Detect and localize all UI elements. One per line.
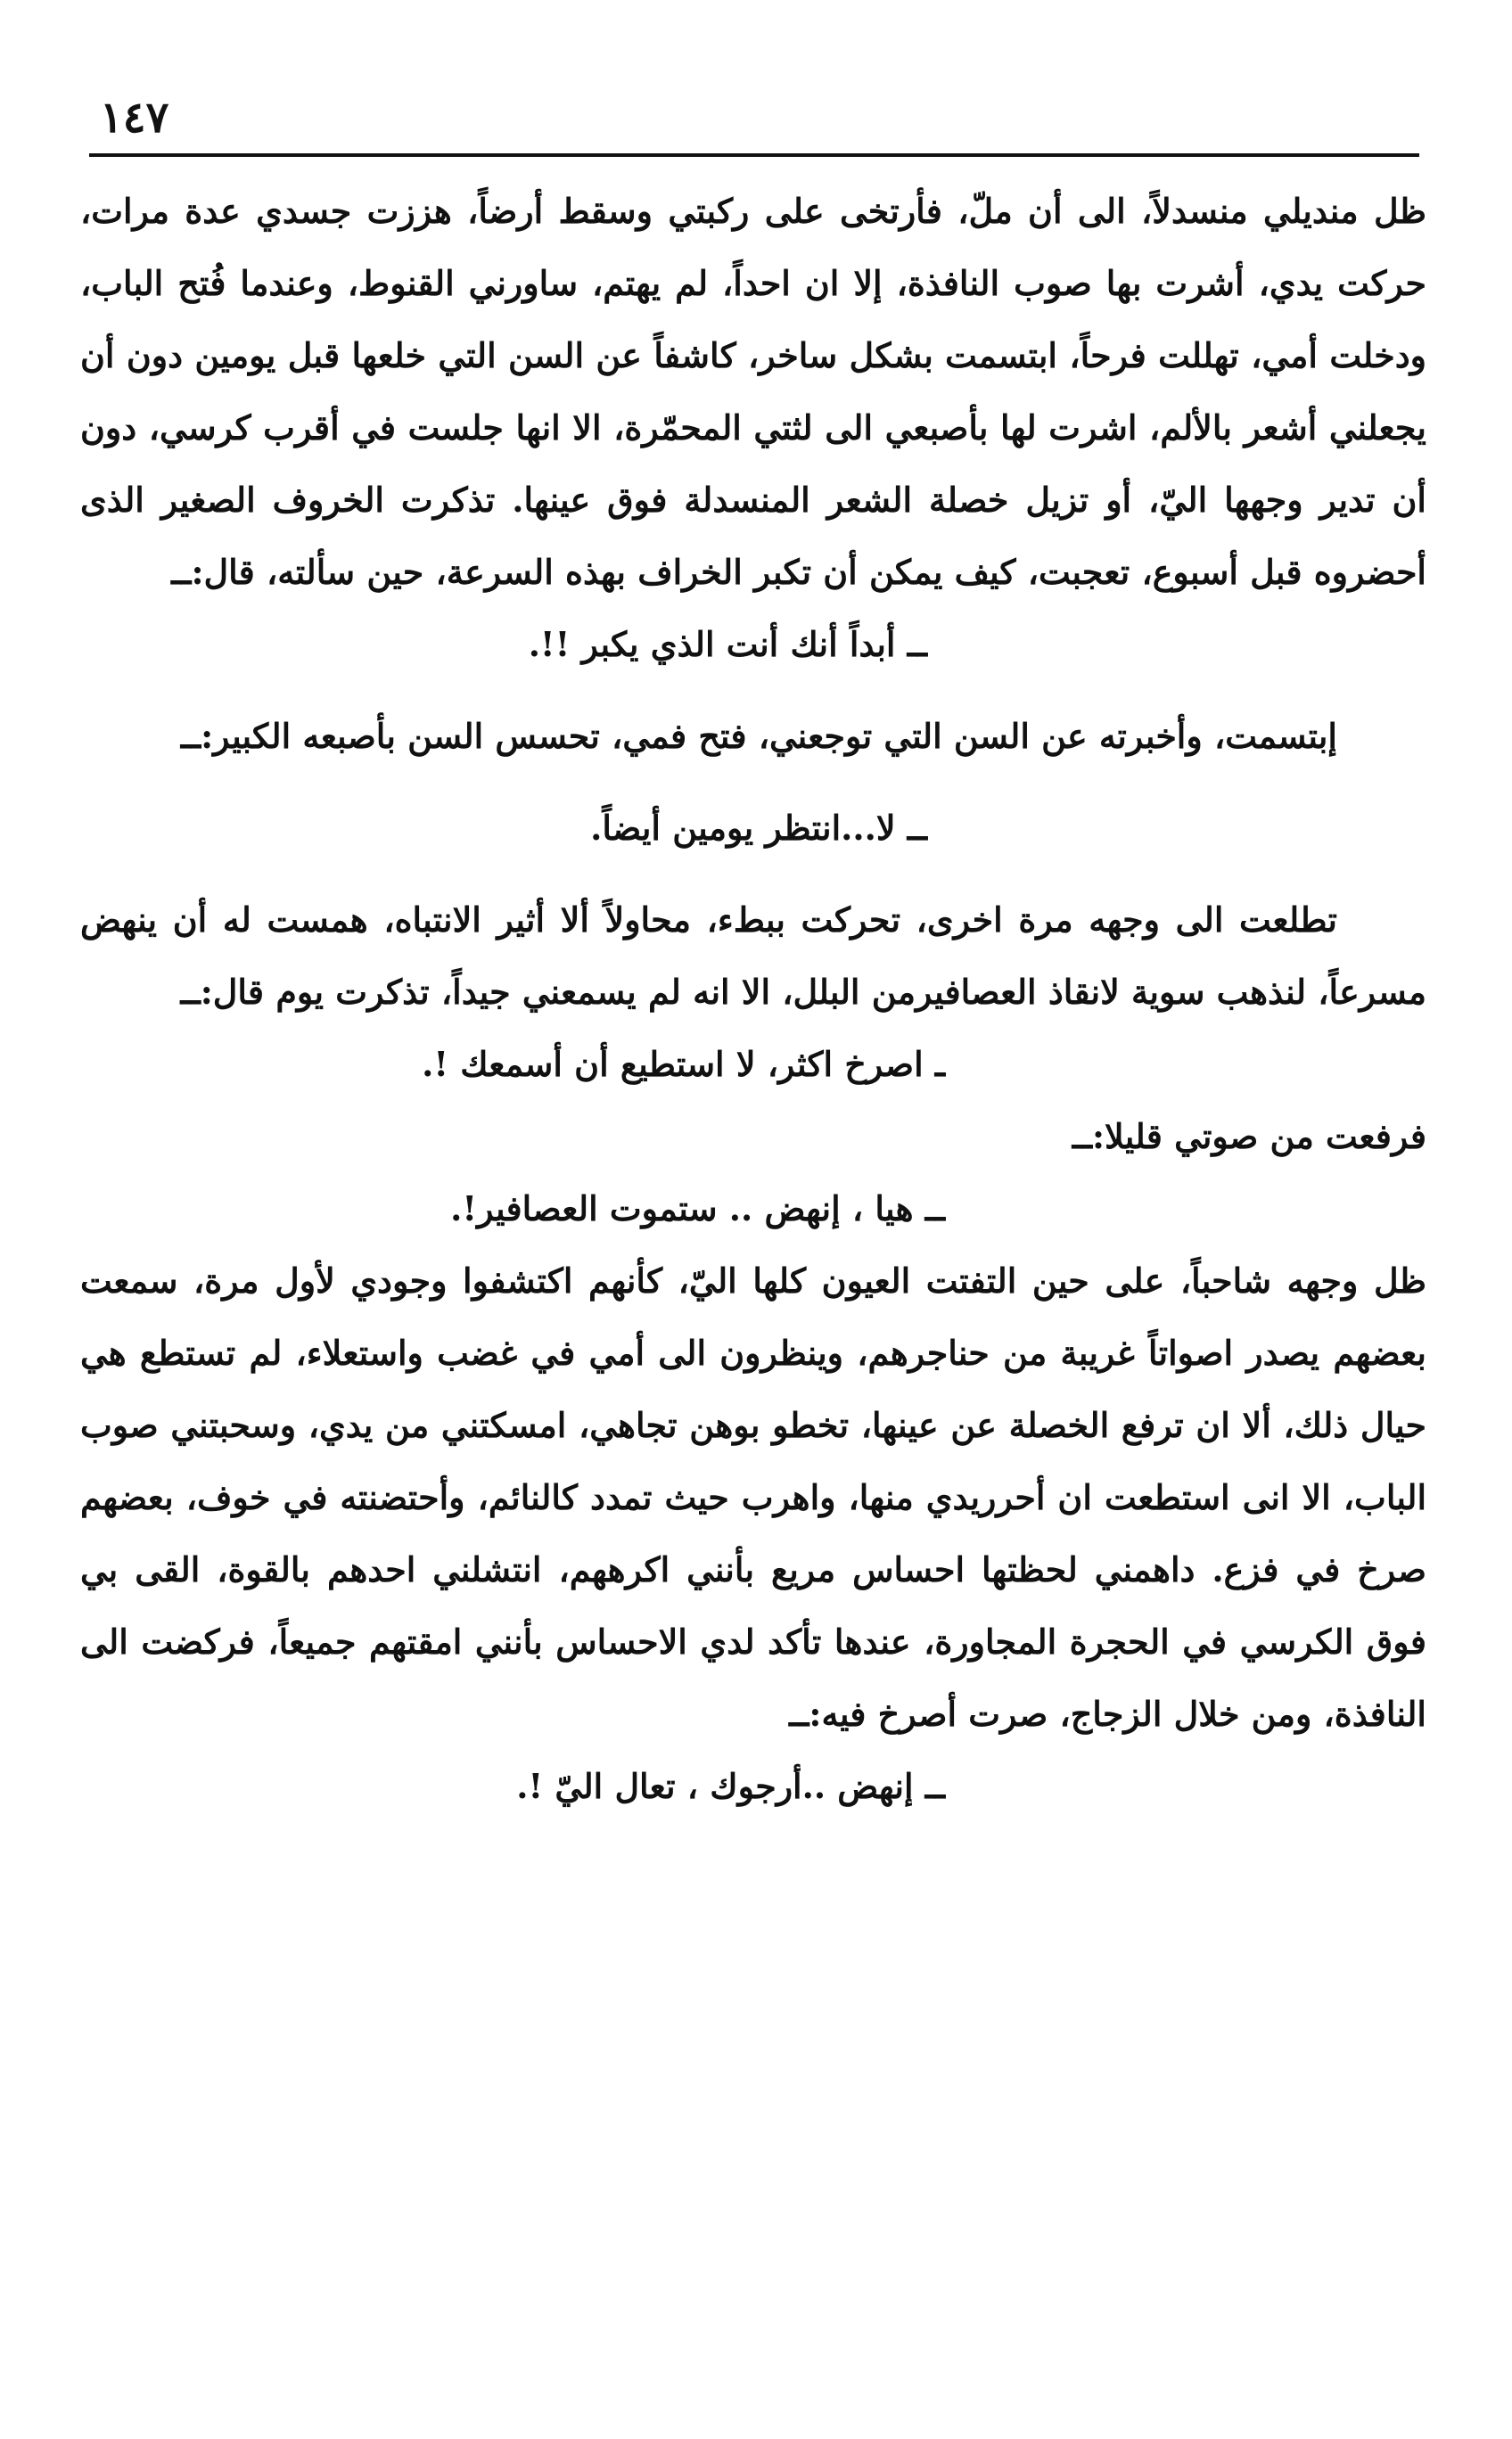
body-text — [80, 175, 1426, 1822]
dialogue-line-3: ـ اصرخ اكثر، لا استطيع أن أسمعك !. — [422, 1044, 945, 1084]
spacer — [80, 680, 1426, 700]
spacer — [80, 772, 1426, 792]
paragraph-3: تطلعت الى وجهه مرة اخرى، تحركت ببطء، محاولاً ألا أثير الانتباه، همست له أن ينهض مسرعاً، لنذهب سوية لانقاذ العصافيرمن البلل، الا انه لم يسمعني جيداً، تذكرت يوم قال:ــ — [80, 899, 1426, 1012]
paragraph-4: فرفعت من صوتي قليلا:ــ — [1072, 1116, 1426, 1156]
dialogue-line-2: ــ لا...انتظر يومين أيضاً. — [590, 808, 927, 848]
paragraph-5: ظل وجهه شاحباً، على حين التفتت العيون كلها اليّ، كأنهم اكتشفوا وجودي لأول مرة، سمعت بعضهم يصدر اصواتاً غريبة من حناجرهم، وينظرون الى أمي في غضب واستعلاء، لم تستطع هي حيال ذلك، ألا ان ترفع الخصلة عن عينها، تخطو بوهن تجاهي، امسكتني من يدي، وسحبتني صوب الباب، الا انى استطعت ان أحرريدي منها، واهرب حيث تمدد كالنائم، وأحتضنته في خوف، بعضهم صرخ في فزع. داهمني لحظتها احساس مريع بأنني اكرههم، انتشلني احدهم بالقوة، القى بي فوق الكرسي في الحجرة المجاورة، عندها تأكد لدي الاحساس بأنني امقتهم جميعاً، فركضت الى النافذة، ومن خلال الزجاج، صرت أصرخ فيه:ــ — [80, 1261, 1426, 1734]
paragraph-1: ظل منديلي منسدلاً، الى أن ملّ، فأرتخى على ركبتي وسقط أرضاً، هززت جسدي عدة مرات، حركت يدي، أشرت بها صوب النافذة، إلا ان احداً، لم يهتم، ساورني القنوط، وعندما فُتح الباب، ودخلت أمي، تهللت فرحاً، ابتسمت بشكل ساخر، كاشفاً عن السن التي خلعها قبل يومين دون أن يجعلني أشعر بالألم، اشرت لها بأصبعي الى لثتي المحمّرة، الا انها جلست في أقرب كرسي، دون أن تدير وجهها اليّ، أو تزيل خصلة الشعر المنسدلة فوق عينها. تذكرت الخروف الصغير الذى أحضروه قبل أسبوع، تعجبت، كيف يمكن أن تكبر الخراف بهذه السرعة، حين سألته، قال:ــ — [80, 191, 1426, 592]
dialogue-line-4: ــ هيا ، إنهض .. ستموت العصافير!. — [450, 1188, 945, 1228]
paragraph-2: إبتسمت، وأخبرته عن السن التي توجعني، فتح فمي، تحسس السن بأصبعه الكبير:ــ — [180, 716, 1337, 756]
header-rule — [89, 153, 1419, 157]
spacer — [80, 864, 1426, 883]
page-number: ١٤٧ — [100, 93, 169, 143]
dialogue-line-1: ــ أبداً أنك أنت الذي يكبر !!. — [528, 624, 927, 664]
dialogue-line-5: ــ إنهض ..أرجوك ، تعال اليّ !. — [516, 1766, 945, 1806]
